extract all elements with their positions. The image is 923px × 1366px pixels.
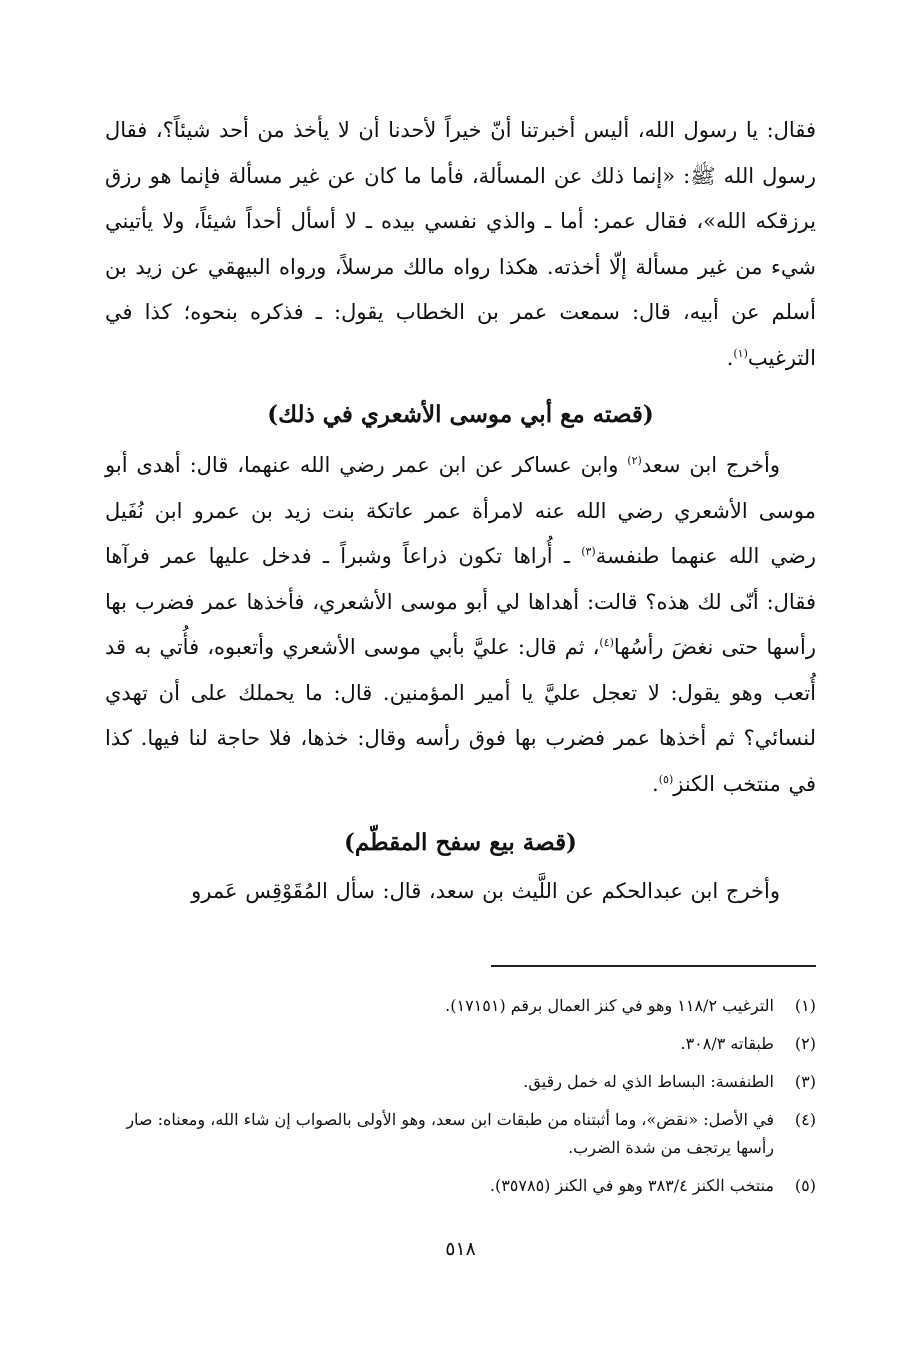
footnotes-section bbox=[105, 992, 816, 1210]
paragraph-2-end: . bbox=[652, 771, 659, 796]
footnote-text: في الأصل: «نقض»، وما أثبتناه من طبقات ابن سعد، وهو الأولى بالصواب إن شاء الله، ومعناه: صار رأسها يرتجف من شدة الضرب. bbox=[126, 1110, 774, 1157]
footnote-ref-5[interactable]: (٥) bbox=[658, 772, 674, 786]
footnote-4 bbox=[105, 1106, 816, 1162]
footnote-1 bbox=[105, 992, 816, 1020]
paragraph-2 bbox=[105, 443, 816, 807]
footnote-ref-4[interactable]: (٤) bbox=[599, 636, 614, 649]
footnote-2 bbox=[105, 1030, 816, 1058]
footnote-text: الطنفسة: البساط الذي له خمل رقيق. bbox=[523, 1072, 774, 1091]
paragraph-2-text-d: ، ثم قال: عليَّ بأبي موسى الأشعري وأتعبوه، فأُتي به قد أُتعب وهو يقول: لا تعجل عليَّ يا أمير المؤمنين. قال: ما يحملك على أن تهدي لنسائي؟ ثم أخذها عمر فضرب بها فوق رأسه وقال: خذها، فلا حاجة لنا فيها. كذا في منتخب الكنز bbox=[105, 635, 816, 796]
paragraph-2-text-a: وأخرج ابن سعد bbox=[641, 453, 780, 477]
paragraph-1-text: فقال: يا رسول الله، أليس أخبرتنا أنّ خيراً لأحدنا أن لا يأخذ من أحد شيئاً؟، فقال رسول الله ﷺ: «إنما ذلك عن المسألة، فأما ما كان عن غير مسألة فإنما هو رزق يرزقكه الله»، فقال عمر: أما ـ والذي نفسي بيده ـ لا أسأل أحداً شيئاً، ولا يأتيني شيء من غير مسألة إلّا أخذته. هكذا رواه مالك مرسلاً، ورواه البيهقي عن زيد بن أسلم عن أبيه، قال: سمعت عمر بن الخطاب يقول: ـ فذكره بنحوه؛ كذا في الترغيب bbox=[105, 118, 816, 370]
book-page bbox=[105, 108, 816, 1326]
page-number: ٥١٨ bbox=[445, 1238, 476, 1260]
footnote-text: الترغيب ١١٨/٢ وهو في كنز العمال برقم (١٧١٥١). bbox=[445, 996, 774, 1015]
footnote-ref-3[interactable]: (٣) bbox=[581, 545, 596, 558]
footnote-3 bbox=[105, 1068, 816, 1096]
footnote-ref-1[interactable]: (١) bbox=[733, 346, 748, 360]
paragraph-2-text-b: وابن عساكر عن ابن عمر رضي الله عنهما، قال: أهدى أبو موسى الأشعري رضي الله عنه لامرأة عمر عاتكة بنت زيد بن عمرو ابن نُفَيل رضي الله عنهما طنفسة bbox=[105, 453, 817, 568]
footnote-number: (٤) bbox=[794, 1110, 816, 1129]
footnote-ref-2[interactable]: (٢) bbox=[627, 454, 642, 467]
paragraph-2-text-c: ـ أُراها تكون ذراعاً وشبراً ـ فدخل عليها عمر فرآها فقال: أنّى لك هذه؟ قالت: أهداها لي أبو موسى الأشعري، فأخذها عمر فضرب بها رأسها حتى نغضَ رأسُها bbox=[105, 544, 816, 659]
section-heading-abu-musa: (قصته مع أبي موسى الأشعري في ذلك) bbox=[267, 401, 654, 428]
paragraph-1-end: . bbox=[726, 345, 734, 370]
paragraph-3: وأخرج ابن عبدالحكم عن اللَّيث بن سعد، قال: سأل المُقَوْقِس عَمرو bbox=[191, 879, 780, 903]
footnote-text: طبقاته ٣٠٨/٣. bbox=[680, 1034, 774, 1053]
footnote-5 bbox=[105, 1172, 816, 1200]
footnote-divider bbox=[491, 965, 816, 967]
footnote-number: (٥) bbox=[794, 1176, 816, 1195]
section-heading-muqattam: (قصة بيع سفح المقطّم) bbox=[344, 829, 577, 856]
footnote-number: (١) bbox=[794, 996, 816, 1015]
footnote-text: منتخب الكنز ٣٨٣/٤ وهو في الكنز (٣٥٧٨٥). bbox=[489, 1176, 774, 1195]
paragraph-1 bbox=[105, 108, 816, 381]
footnote-number: (٢) bbox=[794, 1034, 816, 1053]
footnote-number: (٣) bbox=[794, 1072, 816, 1091]
